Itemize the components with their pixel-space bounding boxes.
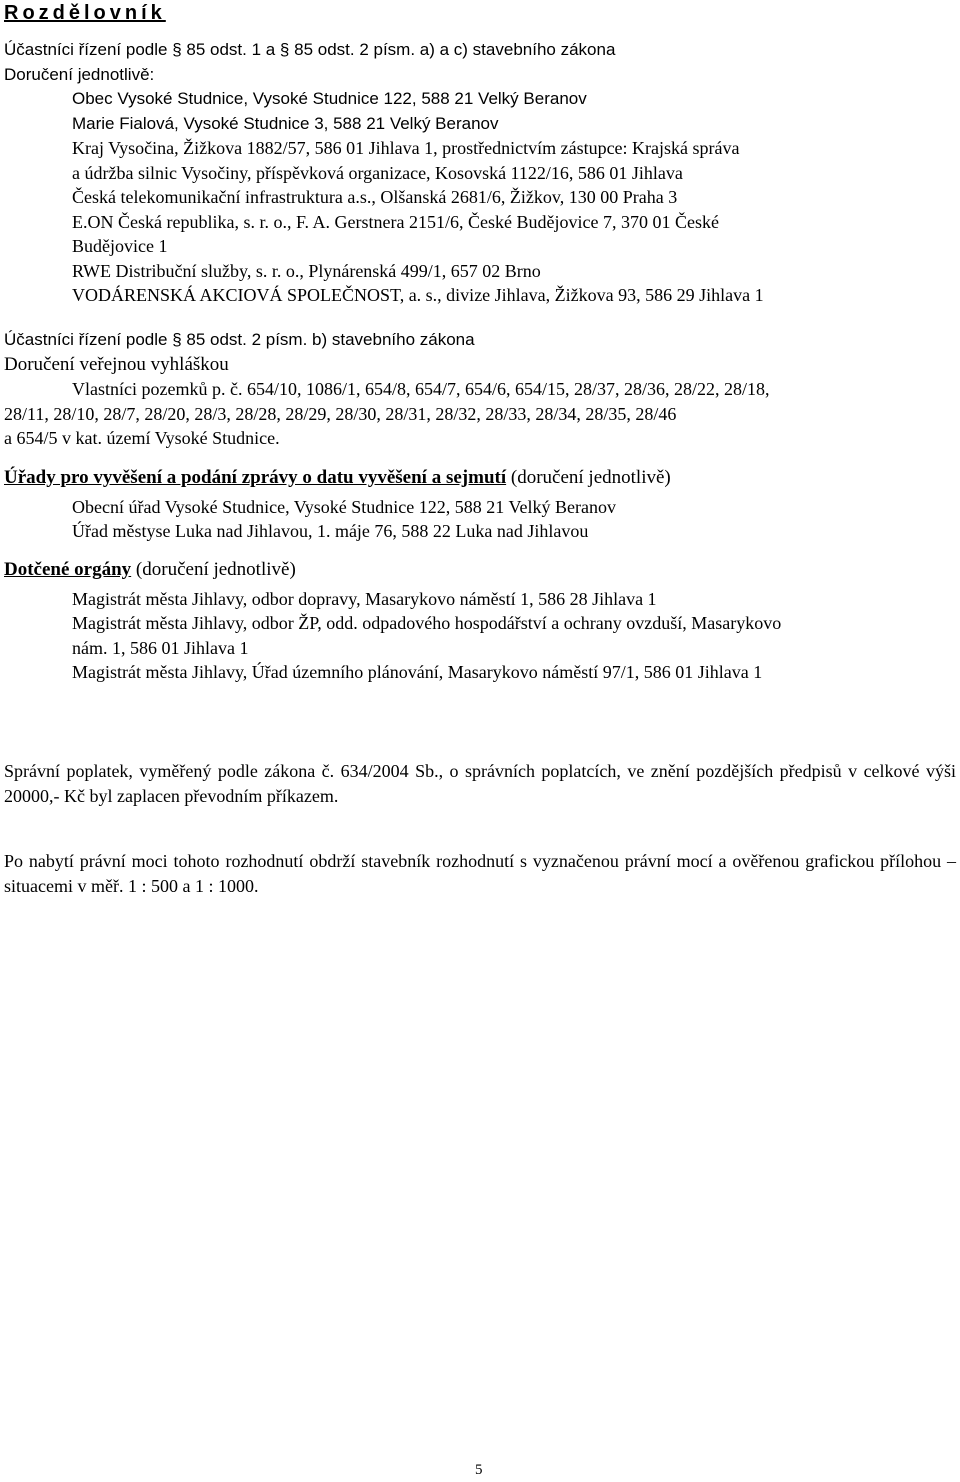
section-heading: Úřady pro vyvěšení a podání zprávy o datu vyvěšení a sejmutí bbox=[4, 467, 507, 488]
section-heading-note: (doručení jednotlivě) bbox=[510, 467, 671, 488]
section-notice-offices bbox=[4, 466, 956, 544]
list-item: Vlastníci pozemků p. č. 654/10, 1086/1, 654/8, 654/7, 654/6, 654/15, 28/37, 28/36, 28/22, 28/18, bbox=[72, 379, 770, 399]
section-affected-authorities bbox=[4, 558, 956, 685]
list-item: Budějovice 1 bbox=[72, 236, 168, 256]
section-heading: Účastníci řízení podle § 85 odst. 1 a § 85 odst. 2 písm. a) a c) stavebního zákona bbox=[4, 40, 616, 59]
section-heading: Účastníci řízení podle § 85 odst. 2 písm. b) stavebního zákona bbox=[4, 330, 475, 349]
list-item: Obecní úřad Vysoké Studnice, Vysoké Studnice 122, 588 21 Velký Beranov bbox=[72, 496, 616, 517]
section-participants-85-1 bbox=[4, 38, 956, 308]
list-item: Magistrát města Jihlavy, odbor dopravy, Masarykovo náměstí 1, 586 28 Jihlava 1 bbox=[72, 588, 657, 609]
delivery-mode: Doručení jednotlivě: bbox=[4, 64, 155, 84]
list-item: Magistrát města Jihlavy, odbor ŽP, odd. odpadového hospodářství a ochrany ovzduší, Masarykovo bbox=[72, 613, 782, 633]
list-item: Magistrát města Jihlavy, Úřad územního plánování, Masarykovo náměstí 97/1, 586 01 Jihlava 1 bbox=[72, 662, 763, 682]
page-title: Rozdělovník bbox=[4, 2, 166, 24]
list-item: Marie Fialová, Vysoké Studnice 3, 588 21 Velký Beranov bbox=[72, 113, 499, 133]
final-paragraph: Po nabytí právní moci tohoto rozhodnutí obdrží stavebník rozhodnutí s vyznačenou právní mocí a ověřenou grafickou přílohou – situacemi v měř. 1 : 500 a 1 : 1000. bbox=[4, 851, 956, 896]
list-item: VODÁRENSKÁ AKCIOVÁ SPOLEČNOST, a. s., divize Jihlava, Žižkova 93, 586 29 Jihlava 1 bbox=[72, 285, 764, 305]
list-item: Obec Vysoké Studnice, Vysoké Studnice 122, 588 21 Velký Beranov bbox=[72, 89, 587, 108]
page-number: 5 bbox=[475, 1462, 483, 1478]
list-item: Česká telekomunikační infrastruktura a.s., Olšanská 2681/6, Žižkov, 130 00 Praha 3 bbox=[72, 187, 678, 207]
list-item: nám. 1, 586 01 Jihlava 1 bbox=[72, 637, 249, 658]
delivery-mode: Doručení veřejnou vyhláškou bbox=[4, 353, 229, 375]
list-item: 28/11, 28/10, 28/7, 28/20, 28/3, 28/28, 28/29, 28/30, 28/31, 28/32, 28/33, 28/34, 28/35, 28/46 bbox=[4, 403, 677, 424]
list-item: a 654/5 v kat. území Vysoké Studnice. bbox=[4, 428, 280, 448]
section-heading: Dotčené orgány bbox=[4, 559, 132, 580]
list-item: RWE Distribuční služby, s. r. o., Plynárenská 499/1, 657 02 Brno bbox=[72, 260, 541, 281]
list-item: E.ON Česká republika, s. r. o., F. A. Gerstnera 2151/6, České Budějovice 7, 370 01 České bbox=[72, 211, 719, 232]
list-item: Úřad městyse Luka nad Jihlavou, 1. máje 76, 588 22 Luka nad Jihlavou bbox=[72, 521, 589, 541]
section-heading-note: (doručení jednotlivě) bbox=[135, 559, 296, 580]
list-item: a údržba silnic Vysočiny, příspěvková organizace, Kosovská 1122/16, 586 01 Jihlava bbox=[72, 162, 683, 183]
section-participants-85-2b bbox=[4, 328, 956, 451]
list-item: Kraj Vysočina, Žižkova 1882/57, 586 01 Jihlava 1, prostřednictvím zástupce: Krajská správa bbox=[72, 138, 740, 158]
fee-paragraph: Správní poplatek, vyměřený podle zákona č. 634/2004 Sb., o správních poplatcích, ve znění pozdějších předpisů v celkové výši 20000,- Kč byl zaplacen převodním příkazem. bbox=[4, 761, 956, 806]
